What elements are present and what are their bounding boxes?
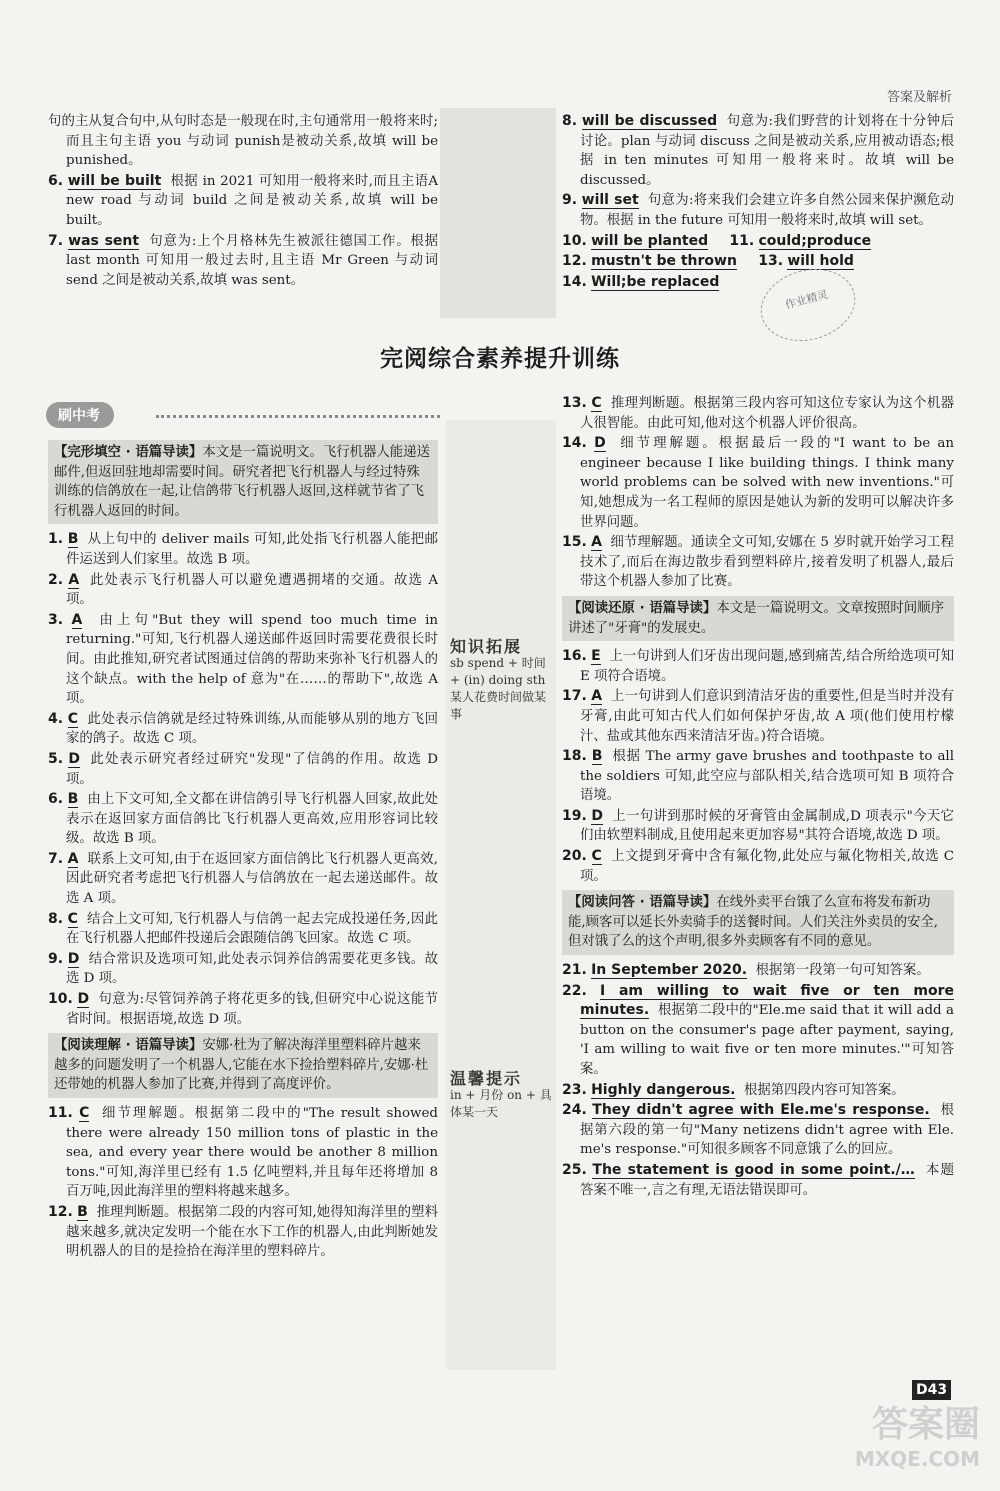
item-number: 11. [48, 1105, 73, 1121]
item-explanation: 根据第一段第一句可知答案。 [755, 963, 930, 979]
item-explanation: 本题答案不唯一,言之有理,无语法错误即可。 [580, 1162, 955, 1198]
item-number: 9. [48, 950, 64, 967]
item-answer: C [591, 395, 602, 411]
answer-item [562, 847, 954, 886]
item-explanation: 此处表示飞行机器人可以避免遭遇拥堵的交通。故选 A 项。 [66, 572, 439, 608]
item-answer: D [77, 991, 90, 1008]
item-answer: D [67, 950, 80, 967]
side-note-heading: 知识拓展 [450, 637, 523, 656]
answer-item [48, 1104, 438, 1202]
answer-item [562, 394, 954, 433]
item-answer: C [591, 848, 602, 865]
item-answer: B [67, 531, 79, 548]
passage-guide [48, 440, 438, 524]
item-answer: In September 2020. [591, 962, 748, 979]
passage-guide [562, 890, 954, 955]
answer-item [562, 1081, 954, 1101]
item-answer: will be planted [591, 232, 709, 249]
item-number: 12. [48, 1203, 73, 1220]
answer-item [562, 647, 954, 686]
answer-item [562, 687, 954, 746]
item-answer: A [591, 688, 603, 705]
item-answer: will be built [67, 172, 162, 189]
item-answer: I am willing to wait five or ten more minutes. [580, 982, 954, 1019]
section-title: 完阅综合素养提升训练 [380, 346, 620, 372]
item-answer: A [71, 611, 83, 628]
item-number: 21. [562, 962, 587, 979]
item-number: 9. [562, 192, 578, 209]
side-note-text: in + 月份 on + 具体某一天 [450, 1088, 552, 1119]
item-number: 17. [562, 688, 587, 705]
answer-item [562, 747, 954, 806]
stamp-seal: 作业精灵 [753, 259, 864, 351]
item-explanation: 结合常识及选项可知,此处表示饲养信鸽需要花更多钱。故选 D 项。 [66, 951, 438, 987]
item-explanation: 句的主从复合句中,从句时态是一般现在时,主句通常用一般将来时;而且主句主语 you 与动词 punish是被动关系,故填 will be punished。 [48, 114, 438, 169]
answer-item [48, 611, 438, 709]
item-answer: A [591, 534, 602, 551]
item-answer: will hold [787, 253, 854, 270]
item-explanation: 上一句讲到那时候的牙膏管由金属制成,D 项表示"今天它们由软塑料制成,且使用起来更加容易"其符合语境,故选 D 项。 [580, 808, 954, 844]
guide-text: 安娜·杜为了解决海洋里塑料碎片越来越多的问题发明了一个机器人,它能在水下捡拾塑料碎片,安娜·杜还带她的机器人参加了比赛,并得到了高度评价。 [54, 1038, 429, 1093]
item-explanation: 推理判断题。根据第三段内容可知这位专家认为这个机器人很智能。由此可知,他对这个机器人评价很高。 [580, 396, 955, 431]
item-explanation: 根据第四段内容可知答案。 [744, 1082, 905, 1098]
item-explanation: 上一句讲到人们牙齿出现问题,感到痛苦,结合所给选项可知 E 项符合语境。 [580, 649, 954, 684]
item-answer: A [67, 850, 79, 867]
guide-text: 在线外卖平台饿了么宣布将发布新功能,顾客可以延长外卖骑手的送餐时间。人们关注外卖员的安全,但对饿了么的这个声明,很多外卖顾客有不同的意见。 [568, 895, 939, 950]
item-explanation: 上一句讲到人们意识到清洁牙齿的重要性,但是当时并没有牙膏,由此可知古代人们如何保护牙齿,故 A 项(他们使用柠檬汁、盐或其他东西来清洁牙齿。)符合语境。 [580, 689, 954, 744]
item-answer: C [67, 910, 78, 927]
page-number: D43 [912, 1380, 951, 1400]
item-number: 15. [562, 534, 587, 551]
item-explanation: 根据第二段中的"Ele.me said that it will add a button on the consumer's page after payment, saying, 'I am willing to wait five or ten more minutes.'"可知答案。 [580, 1003, 954, 1077]
item-number: 20. [562, 848, 587, 865]
item-explanation: 根据 The army gave brushes and toothpaste to all the soldiers 可知,此空应与部队相关,结合选项可知 B 项符合语境。 [580, 749, 954, 804]
item-answer: Highly dangerous. [591, 1081, 736, 1098]
item-number: 16. [562, 648, 587, 665]
side-note-text: sb spend + 时间 + (in) doing sth 某人花费时间做某事 [450, 656, 547, 721]
top-left-column [48, 112, 438, 291]
item-answer: A [68, 571, 80, 588]
item-number: 25. [562, 1161, 587, 1178]
item-explanation: 上文提到牙膏中含有氟化物,此处应与氟化物相关,故选 C 项。 [580, 849, 954, 884]
item-explanation: 此处表示研究者经过研究"发现"了信鸽的作用。故选 D 项。 [66, 751, 438, 787]
item-answer: C [79, 1105, 90, 1121]
item-explanation: 此处表示信鸽就是经过特殊训练,从而能够从别的地方飞回家的鸽子。故选 C 项。 [66, 711, 438, 747]
item-number: 22. [562, 982, 587, 999]
item-explanation: 细节理解题。根据最后一段的"I want to be an engineer because I like building things. I think many world problems can be solved with new inventions."可知,她想成为一名工程师的原因是她认为新的发明可以解决许多世界问题。 [580, 436, 955, 530]
guide-tag: 【阅读还原 · 语篇导读】 [568, 600, 717, 616]
item-answer: Will;be replaced [591, 273, 720, 290]
item-number: 11. [729, 232, 755, 249]
item-number: 14. [562, 435, 587, 452]
item-number: 18. [562, 748, 587, 765]
item-answer: was sent [68, 232, 140, 249]
item-number: 5. [48, 750, 64, 767]
watermark-logo: 答案圈 MXQE.COM [854, 1404, 980, 1471]
decorative-band [440, 108, 556, 318]
side-note-tip [450, 1070, 554, 1121]
answer-item [48, 950, 438, 989]
item-explanation: 由上下文可知,全文都在讲信鸽引导飞行机器人回家,故此处表示在返回家方面信鸽比飞行机器人更高效,应用形容词比较级。故选 B 项。 [66, 792, 439, 847]
item-answer: B [591, 748, 603, 765]
guide-tag: 【阅读问答 · 语篇导读】 [568, 895, 717, 911]
item-number: 14. [562, 273, 587, 290]
item-number: 8. [562, 113, 578, 129]
answer-item [48, 990, 438, 1029]
answer-item [48, 1203, 438, 1262]
item-number: 12. [562, 253, 587, 270]
item-explanation: 细节理解题。根据第二段中的"The result showed there were already 150 million tons of plastic in the sea, and every year there would be another 8 million tons."可知,海洋里已经有 1.5 亿吨塑料,并且每年还将增加 8 百万吨,因此海洋里的塑料将越来越多。 [66, 1106, 439, 1200]
answer-item [48, 112, 438, 171]
answer-item [48, 910, 438, 949]
answer-item [48, 750, 438, 789]
item-explanation: 结合上文可知,飞行机器人与信鸽一起去完成投递任务,因此在飞行机器人把邮件投递后会跟随信鸽飞回家。故选 C 项。 [66, 911, 438, 947]
item-explanation: 句意为:尽管饲养鸽子将花更多的钱,但研究中心说这能节省时间。根据语境,故选 D 项。 [66, 992, 438, 1027]
top-right-column [562, 112, 954, 293]
guide-text: 本文是一篇说明文。文章按照时间顺序讲述了"牙膏"的发展史。 [568, 600, 944, 636]
item-number: 10. [562, 232, 587, 249]
item-number: 24. [562, 1102, 587, 1119]
item-answer: C [67, 710, 79, 727]
answer-item [562, 252, 954, 272]
item-number: 10. [48, 991, 73, 1008]
guide-tag: 【阅读理解 · 语篇导读】 [54, 1038, 203, 1054]
item-number: 8. [48, 910, 64, 927]
guide-tag: 【完形填空 · 语篇导读】 [54, 445, 203, 460]
left-column [48, 436, 438, 1263]
item-number: 6. [48, 791, 64, 808]
guide-text: 本文是一篇说明文。飞行机器人能递送邮件,但返回驻地却需要时间。研究者把飞行机器人与经过特殊训练的信鸽放在一起,让信鸽带飞行机器人返回,这样就节省了飞行机器人返回的时间。 [54, 445, 430, 519]
item-answer: D [68, 750, 80, 767]
item-number: 13. [562, 395, 587, 411]
answer-item [562, 273, 954, 293]
item-number: 4. [48, 710, 64, 727]
item-answer: will be discussed [581, 113, 718, 129]
answer-item [562, 982, 954, 1080]
answer-item [48, 850, 438, 909]
item-answer: B [77, 1203, 88, 1220]
answer-item [562, 533, 954, 592]
item-number: 19. [562, 807, 587, 824]
item-answer: E [591, 648, 601, 665]
answer-item [48, 232, 438, 291]
answer-item [562, 434, 954, 532]
badge-row [46, 402, 440, 430]
passage-guide [562, 596, 954, 641]
item-explanation: 从上句中的 deliver mails 可知,此处指飞行机器人能把邮件运送到人们家里。故选 B 项。 [66, 532, 438, 567]
item-number: 13. [758, 253, 784, 270]
answer-item [48, 710, 438, 749]
side-note-knowledge [450, 638, 554, 723]
item-answer: They didn't agree with Ele.me's response. [592, 1102, 930, 1119]
item-explanation: 联系上文可知,由于在返回家方面信鸽比飞行机器人更高效,因此研究者考虑把飞行机器人与信鸽放在一起去递送邮件。故选 A 项。 [66, 851, 439, 907]
item-number: 3. [48, 611, 64, 628]
answer-item [562, 1101, 954, 1160]
item-answer: The statement is good in some point./… [592, 1161, 915, 1178]
right-column [562, 394, 954, 1201]
answer-item [48, 172, 438, 231]
practice-badge: 刷中考 [46, 402, 114, 428]
item-answer: D [591, 807, 604, 824]
answer-item [562, 1161, 954, 1200]
item-explanation: 句意为:上个月格林先生被派往德国工作。根据 last month 可知用一般过去时,且主语 Mr Green 与动词 send 之间是被动关系,故填 was sent。 [66, 233, 439, 288]
item-answer: D [594, 435, 606, 452]
item-answer: could;produce [758, 232, 872, 249]
item-explanation: 由上句"But they will spend too much time in returning."可知,飞行机器人递送邮件返回时需要花费很长时间。由此推知,研究者试图通过信鸽的帮助来弥补飞行机器人的这个缺点。with the help of 意为"在……的帮助下",故选 A 项。 [66, 612, 439, 707]
running-header: 答案及解析 [886, 90, 952, 105]
item-answer: B [67, 791, 79, 808]
dotted-rule [156, 415, 440, 418]
answer-item [562, 232, 954, 252]
item-number: 7. [48, 232, 64, 249]
side-note-heading: 温馨提示 [450, 1069, 523, 1088]
answer-item [562, 961, 954, 981]
item-answer: will set [581, 192, 639, 209]
item-answer: mustn't be thrown [591, 253, 737, 270]
answer-item [48, 790, 438, 849]
passage-guide [48, 1033, 438, 1098]
item-number: 1. [48, 531, 64, 548]
answer-item [48, 571, 438, 610]
item-number: 2. [48, 571, 64, 588]
item-explanation: 句意为:将来我们会建立许多自然公园来保护濒危动物。根据 in the future 可知用一般将来时,故填 will set。 [580, 193, 954, 228]
item-explanation: 细节理解题。通读全文可知,安娜在 5 岁时就开始学习工程技术了,而后在海边散步看到塑料碎片,接着发明了机器人,最后带这个机器人参加了比赛。 [580, 535, 954, 590]
item-explanation: 句意为:我们野营的计划将在十分钟后讨论。plan 与动词 discuss 之间是被动关系,应用被动语态;根据 in ten minutes 可知用一般将来时。故填 will be discussed。 [580, 114, 955, 188]
answer-item [562, 112, 954, 190]
answer-item [562, 807, 954, 846]
answer-item [562, 191, 954, 230]
item-number: 6. [48, 172, 64, 189]
item-explanation: 根据第六段的第一句"Many netizens didn't agree with Ele. me's response."可知很多顾客不同意饿了么的回应。 [580, 1103, 955, 1158]
item-explanation: 根据 in 2021 可知用一般将来时,而且主语A new road 与动词 build 之间是被动关系,故填 will be built。 [66, 173, 439, 228]
item-explanation: 推理判断题。根据第二段的内容可知,她得知海洋里的塑料越来越多,就决定发明一个能在水下工作的机器人,由此判断她发明机器人的目的是捡拾在海洋里的塑料碎片。 [66, 1204, 438, 1260]
answer-item [48, 530, 438, 569]
item-number: 7. [48, 850, 64, 867]
item-number: 23. [562, 1081, 587, 1098]
side-margin-bg [446, 420, 556, 1370]
